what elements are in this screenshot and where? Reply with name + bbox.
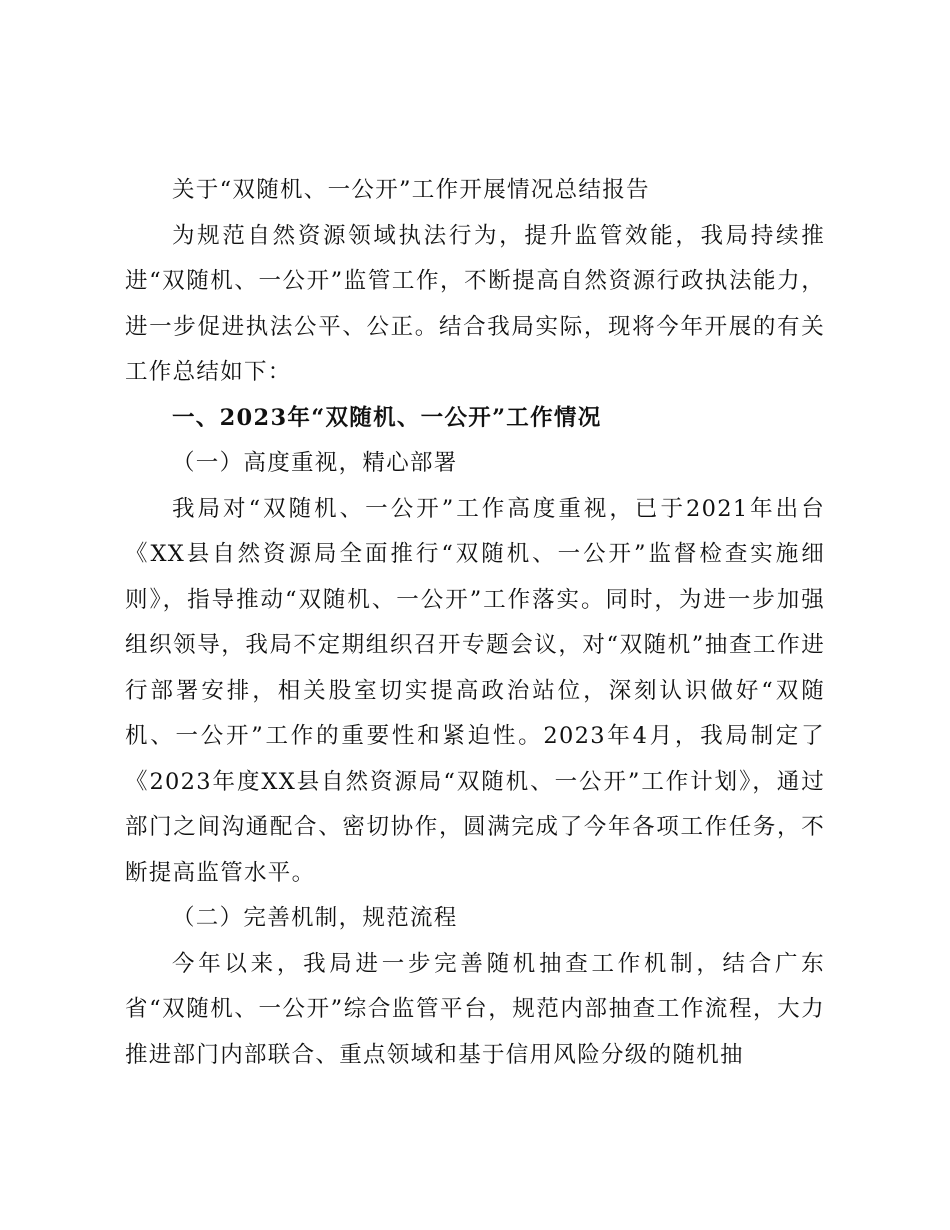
document-body bbox=[125, 168, 825, 1078]
section-heading-1: 一、2023年“双随机、一公开”工作情况 bbox=[172, 404, 602, 431]
document-title: 关于“双随机、一公开”工作开展情况总结报告 bbox=[172, 177, 650, 203]
subsection-1-paragraph: 我局对“双随机、一公开”工作高度重视，已于2021年出台《XX县自然资源局全面推行“双随机、一公开”监督检查实施细则》，指导推动“双随机、一公开”工作落实。同时，为进一步加强组织领导，我局不定期组织召开专题会议，对“双随机”抽查工作进行部署安排，相关股室切实提高政治站位，深刻认识做好“双随机、一公开”工作的重要性和紧迫性。2023年4月，我局制定了《2023年度XX县自然资源局“双随机、一公开”工作计划》，通过部门之间沟通配合、密切协作，圆满完成了今年各项工作任务，不断提高监管水平。 bbox=[125, 495, 825, 886]
subsection-heading-2: （二）完善机制，规范流程 bbox=[172, 905, 458, 931]
intro-paragraph: 为规范自然资源领域执法行为，提升监管效能，我局持续推进“双随机、一公开”监管工作，不断提高自然资源行政执法能力，进一步促进执法公平、公正。结合我局实际，现将今年开展的有关工作总结如下： bbox=[125, 222, 825, 385]
subsection-heading-1: （一）高度重视，精心部署 bbox=[172, 450, 458, 476]
subsection-2-paragraph: 今年以来，我局进一步完善随机抽查工作机制，结合广东省“双随机、一公开”综合监管平台，规范内部抽查工作流程，大力推进部门内部联合、重点领域和基于信用风险分级的随机抽 bbox=[125, 950, 825, 1068]
